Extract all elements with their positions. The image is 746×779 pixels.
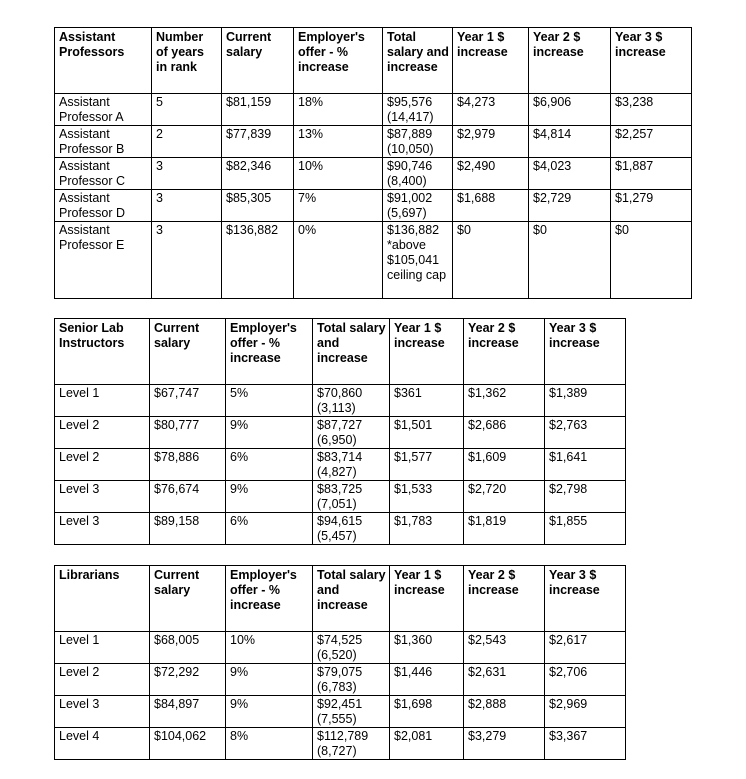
- table-cell: $74,525 (6,520): [313, 632, 390, 664]
- table-cell: 18%: [294, 94, 383, 126]
- table-cell: $90,746 (8,400): [383, 158, 453, 190]
- table-row: [55, 481, 626, 513]
- table-cell: $1,609: [464, 449, 545, 481]
- table-cell: $1,501: [390, 417, 464, 449]
- table-cell: $2,617: [545, 632, 626, 664]
- header-cell: Employer's offer - % increase: [226, 566, 313, 632]
- header-row: [55, 28, 692, 94]
- header-cell: Librarians: [55, 566, 150, 632]
- table-cell: 3: [152, 222, 222, 299]
- table-cell: $1,783: [390, 513, 464, 545]
- table-cell: $77,839: [222, 126, 294, 158]
- table-cell: $76,674: [150, 481, 226, 513]
- table-cell: $2,081: [390, 728, 464, 760]
- table-cell: Assistant Professor E: [55, 222, 152, 299]
- header-cell: Total salary and increase: [313, 566, 390, 632]
- table-cell: $1,819: [464, 513, 545, 545]
- table-cell: $1,360: [390, 632, 464, 664]
- table-cell: $4,273: [453, 94, 529, 126]
- table-cell: 7%: [294, 190, 383, 222]
- table-cell: $2,969: [545, 696, 626, 728]
- header-cell: Current salary: [222, 28, 294, 94]
- table-cell: 3: [152, 190, 222, 222]
- table-cell: $84,897: [150, 696, 226, 728]
- table-cell: $2,888: [464, 696, 545, 728]
- table-cell: Level 1: [55, 385, 150, 417]
- table-cell: $94,615 (5,457): [313, 513, 390, 545]
- table-cell: $361: [390, 385, 464, 417]
- header-cell: Number of years in rank: [152, 28, 222, 94]
- table-cell: Assistant Professor D: [55, 190, 152, 222]
- table-cell: 9%: [226, 481, 313, 513]
- table-row: [55, 664, 626, 696]
- table-cell: $78,886: [150, 449, 226, 481]
- librarians-table: [54, 565, 626, 760]
- table-cell: 5%: [226, 385, 313, 417]
- header-row: [55, 319, 626, 385]
- table-cell: 0%: [294, 222, 383, 299]
- header-cell: Assistant Professors: [55, 28, 152, 94]
- header-cell: Year 3 $ increase: [611, 28, 692, 94]
- table-row: [55, 190, 692, 222]
- table-cell: Level 4: [55, 728, 150, 760]
- table-cell: $0: [453, 222, 529, 299]
- table-cell: Level 1: [55, 632, 150, 664]
- table-cell: $0: [529, 222, 611, 299]
- header-cell: Senior Lab Instructors: [55, 319, 150, 385]
- table-cell: $87,889 (10,050): [383, 126, 453, 158]
- table-cell: $3,279: [464, 728, 545, 760]
- table-cell: 9%: [226, 417, 313, 449]
- table-cell: Level 3: [55, 481, 150, 513]
- senior-lab-instructors-table: [54, 318, 626, 545]
- table-cell: 9%: [226, 664, 313, 696]
- header-cell: Employer's offer - % increase: [294, 28, 383, 94]
- table-cell: $1,279: [611, 190, 692, 222]
- table-cell: $89,158: [150, 513, 226, 545]
- header-cell: Year 2 $ increase: [464, 566, 545, 632]
- table-cell: 6%: [226, 513, 313, 545]
- table-cell: $136,882: [222, 222, 294, 299]
- table-cell: $112,789 (8,727): [313, 728, 390, 760]
- table-cell: 8%: [226, 728, 313, 760]
- table-row: [55, 222, 692, 299]
- table-cell: $85,305: [222, 190, 294, 222]
- header-cell: Total salary and increase: [383, 28, 453, 94]
- table-cell: Assistant Professor A: [55, 94, 152, 126]
- header-cell: Year 1 $ increase: [453, 28, 529, 94]
- header-cell: Year 2 $ increase: [529, 28, 611, 94]
- table-cell: $0: [611, 222, 692, 299]
- table-cell: $2,543: [464, 632, 545, 664]
- table-row: [55, 94, 692, 126]
- table-cell: 9%: [226, 696, 313, 728]
- table-row: [55, 696, 626, 728]
- table-cell: $1,389: [545, 385, 626, 417]
- table-cell: $81,159: [222, 94, 294, 126]
- table-cell: $1,577: [390, 449, 464, 481]
- table-cell: Level 3: [55, 696, 150, 728]
- table-cell: $1,446: [390, 664, 464, 696]
- table-cell: Level 2: [55, 664, 150, 696]
- table-cell: $2,798: [545, 481, 626, 513]
- table-cell: $95,576 (14,417): [383, 94, 453, 126]
- table-cell: $1,362: [464, 385, 545, 417]
- table-cell: $1,688: [453, 190, 529, 222]
- table-cell: $104,062: [150, 728, 226, 760]
- table-cell: 6%: [226, 449, 313, 481]
- table-cell: $3,367: [545, 728, 626, 760]
- table-cell: $2,706: [545, 664, 626, 696]
- table-cell: $4,814: [529, 126, 611, 158]
- table-row: [55, 632, 626, 664]
- header-cell: Total salary and increase: [313, 319, 390, 385]
- table-row: [55, 417, 626, 449]
- table-cell: $2,686: [464, 417, 545, 449]
- table-cell: Level 2: [55, 417, 150, 449]
- header-cell: Year 2 $ increase: [464, 319, 545, 385]
- table-cell: $82,346: [222, 158, 294, 190]
- header-cell: Year 3 $ increase: [545, 319, 626, 385]
- table-cell: Assistant Professor B: [55, 126, 152, 158]
- table-cell: $79,075 (6,783): [313, 664, 390, 696]
- header-cell: Employer's offer - % increase: [226, 319, 313, 385]
- header-row: [55, 566, 626, 632]
- table-cell: $87,727 (6,950): [313, 417, 390, 449]
- assistant-professors-table: [54, 27, 692, 299]
- table-cell: $68,005: [150, 632, 226, 664]
- table-cell: $91,002 (5,697): [383, 190, 453, 222]
- table-cell: $2,490: [453, 158, 529, 190]
- table-cell: $136,882 *above $105,041 ceiling cap: [383, 222, 453, 299]
- table-cell: $67,747: [150, 385, 226, 417]
- table-cell: $2,979: [453, 126, 529, 158]
- table-cell: 10%: [226, 632, 313, 664]
- table-cell: $2,763: [545, 417, 626, 449]
- table-cell: $83,725 (7,051): [313, 481, 390, 513]
- table-cell: $1,887: [611, 158, 692, 190]
- table-cell: 5: [152, 94, 222, 126]
- table-cell: $6,906: [529, 94, 611, 126]
- table-cell: 3: [152, 158, 222, 190]
- table-cell: Level 2: [55, 449, 150, 481]
- table-cell: $1,698: [390, 696, 464, 728]
- table-cell: $2,720: [464, 481, 545, 513]
- table-cell: $80,777: [150, 417, 226, 449]
- table-cell: 13%: [294, 126, 383, 158]
- table-cell: $72,292: [150, 664, 226, 696]
- table-cell: $4,023: [529, 158, 611, 190]
- table-cell: $70,860 (3,113): [313, 385, 390, 417]
- table-cell: $2,257: [611, 126, 692, 158]
- table-cell: 2: [152, 126, 222, 158]
- table-row: [55, 513, 626, 545]
- table-cell: $1,533: [390, 481, 464, 513]
- table-row: [55, 449, 626, 481]
- table-cell: $2,631: [464, 664, 545, 696]
- table-row: [55, 385, 626, 417]
- table-cell: $1,855: [545, 513, 626, 545]
- table-row: [55, 126, 692, 158]
- header-cell: Current salary: [150, 566, 226, 632]
- table-cell: $83,714 (4,827): [313, 449, 390, 481]
- table-cell: 10%: [294, 158, 383, 190]
- table-cell: Assistant Professor C: [55, 158, 152, 190]
- table-cell: $3,238: [611, 94, 692, 126]
- table-cell: Level 3: [55, 513, 150, 545]
- header-cell: Year 1 $ increase: [390, 319, 464, 385]
- header-cell: Current salary: [150, 319, 226, 385]
- header-cell: Year 3 $ increase: [545, 566, 626, 632]
- table-cell: $2,729: [529, 190, 611, 222]
- table-cell: $1,641: [545, 449, 626, 481]
- table-row: [55, 158, 692, 190]
- header-cell: Year 1 $ increase: [390, 566, 464, 632]
- table-cell: $92,451 (7,555): [313, 696, 390, 728]
- table-row: [55, 728, 626, 760]
